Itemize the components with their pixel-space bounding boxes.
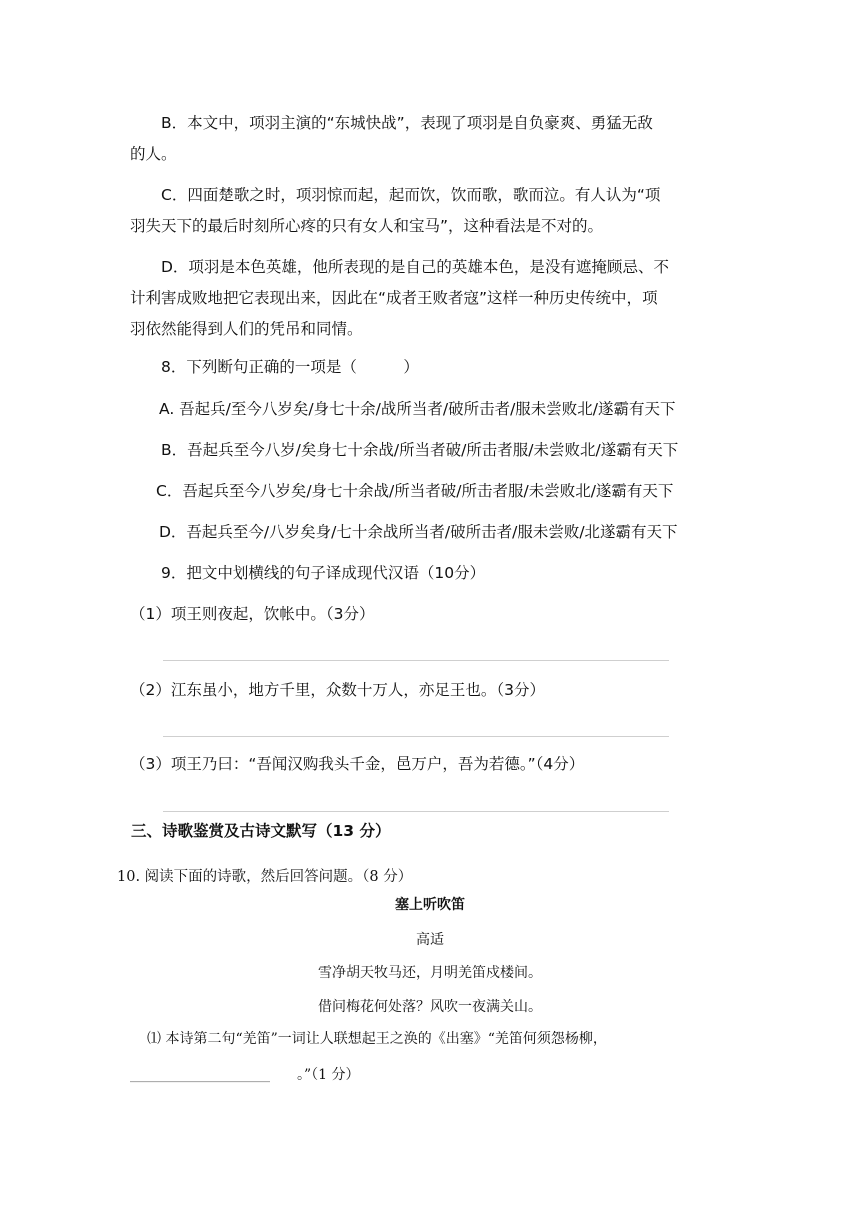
poem-line-1: 雪净胡天牧马还，月明羌笛戍楼间。 [318,965,542,981]
option-d-line2: 计利害成败地把它表现出来，因此在“成者王败者寇”这样一种历史传统中，项 [130,289,658,307]
question-8-option-b: B．吾起兵至今八岁/矣身七十余战/所当者破/所击者服/未尝败北/遂霸有天下 [161,441,679,459]
option-b-line2: 的人。 [130,145,177,163]
question-9-sentence-2: （2）江东虽小，地方千里，众数十万人，亦足王也。（3分） [130,681,545,699]
answer-line-3[interactable] [163,811,669,812]
question-8-stem: 8．下列断句正确的一项是（ ） [161,358,419,376]
poem-title: 塞上听吹笛 [395,897,465,913]
poem-author: 高适 [416,932,444,948]
section-3-heading: 三、诗歌鉴赏及古诗文默写（13 分） [131,822,391,840]
question-8-option-a: A. 吾起兵/至今八岁矣/身七十余/战所当者/破所击者/服未尝败北/遂霸有天下 [159,400,676,418]
question-10-stem: 10. 阅读下面的诗歌，然后回答问题。（8 分） [117,869,413,885]
question-9-sentence-1: （1）项王则夜起，饮帐中。（3分） [130,605,375,623]
answer-line-1[interactable] [163,660,669,661]
poem-line-2: 借问梅花何处落？风吹一夜满关山。 [318,999,542,1015]
question-9-sentence-3: （3）项王乃曰：“吾闻汉购我头千金，邑万户，吾为若德。”（4分） [130,755,585,773]
question-10-sub-1-tail: 。”（1 分） [297,1067,360,1083]
option-c-line2: 羽失天下的最后时刻所心疼的只有女人和宝马”，这种看法是不对的。 [130,217,604,235]
option-d-line1: D．项羽是本色英雄，他所表现的是自己的英雄本色，是没有遮掩顾忌、不 [161,258,669,276]
question-10-sub-1-blank[interactable]: ____________________ [130,1067,270,1083]
option-d-line3: 羽依然能得到人们的凭吊和同情。 [130,320,363,338]
option-c-line1: C．四面楚歌之时，项羽惊而起，起而饮，饮而歌，歌而泣。有人认为“项 [161,186,661,204]
question-9-stem: 9．把文中划横线的句子译成现代汉语（10分） [161,564,486,582]
option-b-line1: B．本文中，项羽主演的“东城快战”，表现了项羽是自负豪爽、勇猛无敌 [161,114,653,132]
question-10-sub-1-line1: ⑴ 本诗第二句“羌笛”一词让人联想起王之涣的《出塞》“羌笛何须怨杨柳， [147,1031,607,1047]
answer-line-2[interactable] [163,736,669,737]
question-8-option-c: C．吾起兵至今八岁矣/身七十余战/所当者破/所击者服/未尝败北/遂霸有天下 [156,482,674,500]
question-8-option-d: D．吾起兵至今/八岁矣身/七十余战所当者/破所击者/服未尝败/北遂霸有天下 [159,523,678,541]
